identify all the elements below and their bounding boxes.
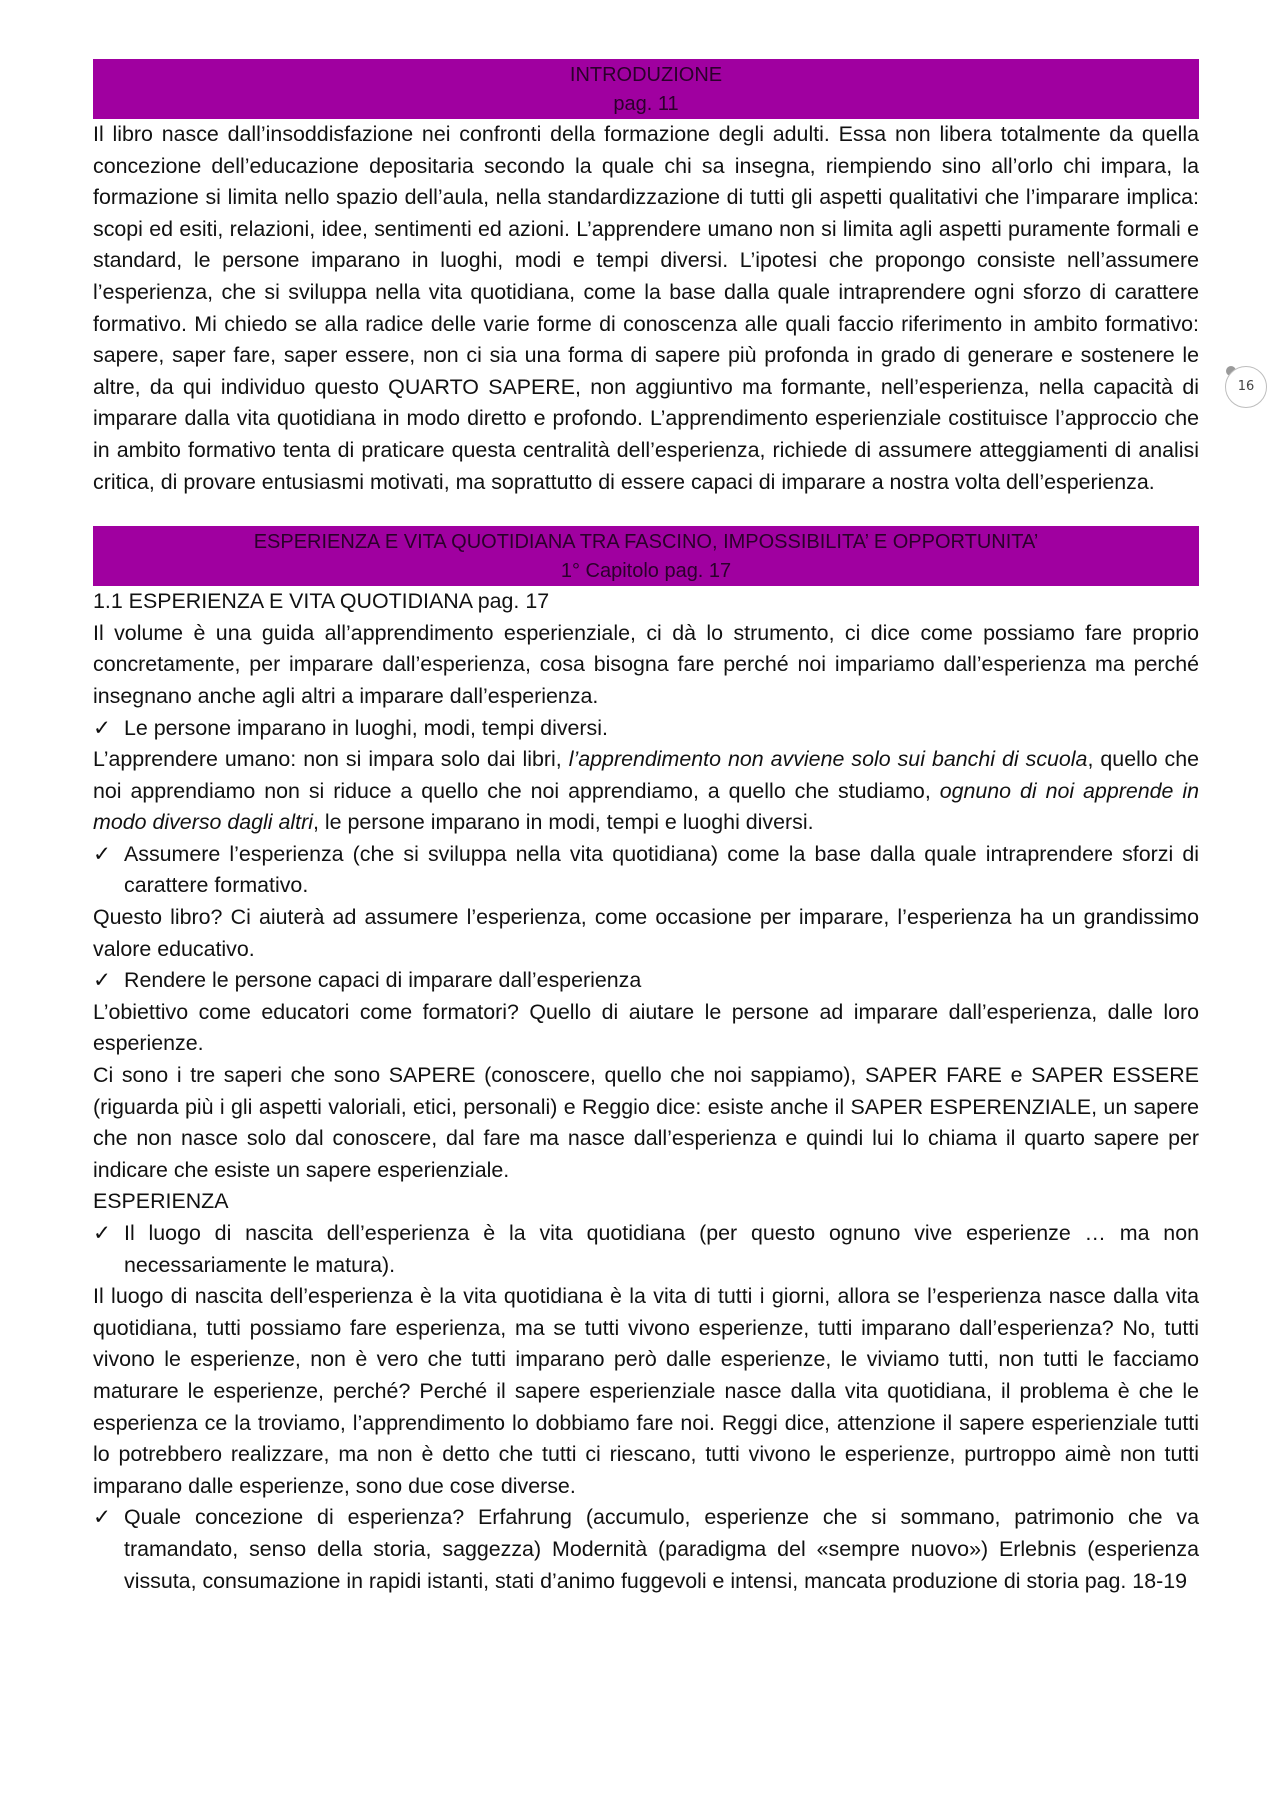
section-banner-chapter1 — [93, 526, 1199, 586]
paragraph: Il luogo di nascita dell’esperienza è la vita quotidiana è la vita di tutti i giorni, allora se l’esperienza nasce dalla vita quotidiana, tutti possiamo fare esperienza, ma se tutti vivono esperienze, tutti imparano dall’esperienza? No, tutti vivono le esperienze, non è vero che tutti imparano però dalle esperienze, le viviamo tutti, non tutti le facciamo maturare le esperienze, perché? Perché il sapere esperienziale nasce dalla vita quotidiana, il problema è che le esperienza ce la troviamo, l’apprendimento lo dobbiamo fare noi. Reggi dice, attenzione il sapere esperienziale tutti lo potrebbero realizzare, ma non è detto che tutti ci riescano, tutti vivono le esperienze, purtroppo aimè non tutti imparano dalle esperienze, sono due cose diverse. — [93, 1284, 1199, 1498]
bullet-item: ✓ Il luogo di nascita dell’esperienza è la vita quotidiana (per questo ognuno vive esperienze … ma non necessariamente le matura). — [93, 1218, 1199, 1281]
intro-paragraph: Il libro nasce dall’insoddisfazione nei confronti della formazione degli adulti. Essa non libera totalmente da quella concezione dell’educazione depositaria secondo la quale chi sa insegna, riempiendo sino all’orlo chi impara, la formazione si limita nello spazio dell’aula, nella standardizzazione di tutti gli aspetti qualitativi che l’imparare implica: scopi ed esiti, relazioni, idee, sentimenti ed azioni. L’apprendere umano non si limita agli aspetti puramente formali e standard, le persone imparano in luoghi, modi e tempi diversi. L’ipotesi che propongo consiste nell’assumere l’esperienza, che si sviluppa nella vita quotidiana, come la base dalla quale intraprendere ogni sforzo di carattere formativo. Mi chiedo se alla radice delle varie forme di conoscenza alle quali faccio riferimento in ambito formativo: sapere, saper fare, saper essere, non ci sia una forma di sapere più profonda in grado di generare e sostenere le altre, da qui individuo questo QUARTO SAPERE, non aggiuntivo ma formante, nell’esperienza, nella capacità di imparare dalla vita quotidiana in modo diretto e profondo. L’apprendimento esperienziale costituisce l’approccio che in ambito formativo tenta di praticare questa centralità dell’esperienza, richiede di assumere atteggiamenti di analisi critica, di provare entusiasmi motivati, ma soprattutto di essere capaci di imparare a nostra volta dell’esperienza. — [93, 122, 1199, 494]
paragraph: Ci sono i tre saperi che sono SAPERE (conoscere, quello che noi sappiamo), SAPER FARE e SAPER ESSERE (riguarda più i gli aspetti valoriali, etici, personali) e Reggio dice: esiste anche il SAPER ESPERENZIALE, un sapere che non nasce solo dal conoscere, dal fare ma nasce dall’esperienza e quindi lui lo chiama il quarto sapere per indicare che esiste un sapere esperienziale. — [93, 1063, 1199, 1182]
bullet-item: ✓ Rendere le persone capaci di imparare dall’esperienza — [93, 965, 1199, 997]
section-title: INTRODUZIONE — [569, 64, 723, 86]
chapter-page-ref: 1° Capitolo pag. 17 — [560, 560, 732, 583]
document-page — [93, 59, 1199, 1597]
check-icon: ✓ — [93, 841, 111, 866]
check-icon: ✓ — [93, 1505, 111, 1530]
chapter-intro-paragraph: Il volume è una guida all’apprendimento esperienziale, ci dà lo strumento, ci dice come possiamo fare proprio concretamente, per imparare dall’esperienza, cosa bisogna fare perché noi impariamo dall’esperienza ma perché insegnano anche agli altri a imparare dall’esperienza. — [93, 620, 1199, 708]
check-icon: ✓ — [93, 1221, 111, 1245]
bullet-item: ✓ Le persone imparano in luoghi, modi, tempi diversi. — [93, 713, 1199, 745]
section-banner-introduzione — [93, 59, 1199, 119]
check-icon: ✓ — [93, 715, 111, 740]
bullet-item: ✓ Assumere l’esperienza (che si sviluppa nella vita quotidiana) come la base dalla quale intraprendere sforzi di carattere formativo. — [93, 839, 1199, 902]
check-icon: ✓ — [93, 968, 111, 993]
subheading: 1.1 ESPERIENZA E VITA QUOTIDIANA pag. 17 — [93, 589, 550, 614]
chapter-title: ESPERIENZA E VITA QUOTIDIANA TRA FASCINO, IMPOSSIBILITA’ E OPPORTUNITA’ — [253, 531, 1039, 554]
page-number-badge: 16 — [1225, 366, 1267, 408]
section-page-ref: pag. 11 — [613, 93, 679, 115]
bullet-item: ✓ Quale concezione di esperienza? Erfahrung (accumulo, esperienze che si sommano, patrimonio che va tramandato, senso della storia, saggezza) Modernità (paradigma del «sempre nuovo») Erlebnis (esperienza vissuta, consumazione in rapidi istanti, stati d’animo fuggevoli e intensi, mancata produzione di storia pag. 18-19 — [93, 1502, 1199, 1597]
paragraph: L’apprendere umano: non si impara solo dai libri, l’apprendimento non avviene solo sui banchi di scuola, quello che noi apprendiamo non si riduce a quello che noi apprendiamo, a quello che studiamo, ognuno di noi apprende in modo diverso dagli altri, le persone imparano in modi, tempi e luoghi diversi. — [93, 747, 1199, 835]
paragraph: Questo libro? Ci aiuterà ad assumere l’esperienza, come occasione per imparare, l’esperienza ha un grandissimo valore educativo. — [93, 905, 1199, 961]
label-esperienza: ESPERIENZA — [93, 1189, 229, 1214]
paragraph: L’obiettivo come educatori come formatori? Quello di aiutare le persone ad imparare dall’esperienza, dalle loro esperienze. — [93, 999, 1199, 1056]
